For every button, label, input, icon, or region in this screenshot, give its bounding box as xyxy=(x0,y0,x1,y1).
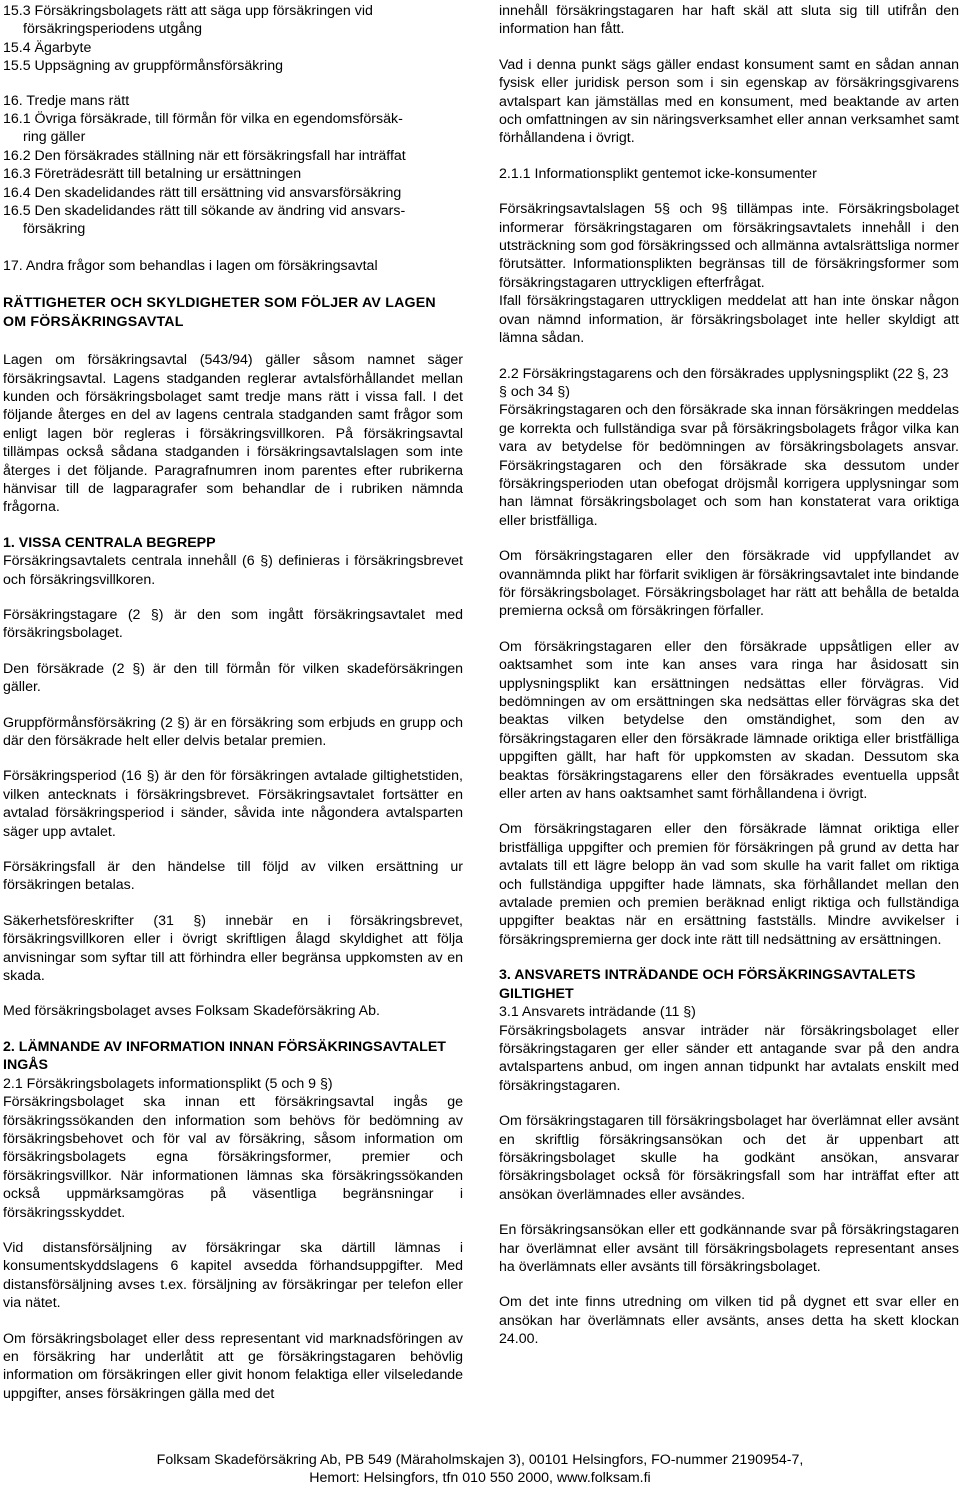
paragraph: Säkerhetsföreskrifter (31 §) innebär en i försäkringsbrevet, försäkringsvillkoren eller i övrigt skriftligen ålagd skyldighet att följa anvisningar som syftar till att förhindra eller begränsa uppkomsten av en skada. xyxy=(3,912,463,985)
paragraph: Försäkringsavtalets centrala innehåll (6 §) definieras i försäkringsbrevet och försäkringsvillkoren. xyxy=(3,553,463,588)
toc-text: 16.5 Den skadelidandes rätt till sökande av ändring vid ansvars- xyxy=(3,203,406,220)
paragraph: Den försäkrade (2 §) är den till förmån för vilken skadeförsäkringen gäller. xyxy=(3,660,463,696)
paragraph: Om försäkringstagaren eller den försäkrade lämnat oriktiga eller bristfälliga uppgifter och premien för försäkringen på grund av detta har avtalats till ett lägre belopp än vad som skulle ha varit fallet om riktiga och fullständiga uppgifter hade lämnats, ska förhållandet mellan den avtalade premien och premien beräknad enligt riktiga och fullständiga uppgifter beaktas när en ersättning fastställs. Mindre avvikelser i försäkringspremierna ger dock inte rätt till nedsättning av ersättningen. xyxy=(499,821,959,948)
paragraph: Försäkringsfall är den händelse till följd av vilken ersättning ur försäkringen betalas. xyxy=(3,859,463,894)
paragraph: Försäkringsperiod (16 §) är den för försäkringen avtalade giltighetstiden, vilken antecknats i försäkringsbrevet. Försäkringsavtalet fortsätter en avtalad försäkringsperiod i sänder, såvida inte någondera avtalsparten säger upp avtalet. xyxy=(3,768,463,840)
paragraph: Om försäkringstagaren till försäkringsbolaget har överlämnat eller avsänt en skriftlig försäkringsansökan och det är uppenbart att försäkringsbolaget skulle ha godkänt ansökan, ansvarar försäkringsbolaget också för försäkringsfall som har inträffat efter att ansökan överlämnades eller avsändes. xyxy=(499,1113,959,1203)
toc-text: 16.1 Övriga försäkrade, till förmån för vilka en egendomsförsäk- xyxy=(3,111,403,128)
toc-item: 16.2 Den försäkrades ställning när ett försäkringsfall har inträffat xyxy=(3,147,406,164)
section-2-2-heading: 2.2 Försäkringstagarens och den försäkrades upplysningsplikt (22 §, 23 § och 34 §) xyxy=(499,365,949,400)
section-2-1-1-heading: 2.1.1 Informationsplikt gentemot icke-konsumenter xyxy=(499,165,817,182)
toc-item: 16.4 Den skadelidandes rätt till ersättning vid ansvarsförsäkring xyxy=(3,184,402,201)
footer-line: Hemort: Helsingfors, tfn 010 550 2000, www.folksam.fi xyxy=(309,1470,651,1487)
toc-item: 17. Andra frågor som behandlas i lagen om försäkringsavtal xyxy=(3,257,378,274)
paragraph: Försäkringsbolaget ska innan ett försäkringsavtal ingås ge försäkringssökanden den information som behövs för bedömning av försäkringsbehovet och för val av försäkring, såsom information om försäkringsbolagets egna försäkringsformer, premier och försäkringsvillkor. När informationen lämnas ska försäkringssökanden också uppmärksamgöras på väsentliga begränsningar i försäkringsskyddet. xyxy=(3,1094,463,1221)
right-column xyxy=(499,2,959,1366)
toc-item xyxy=(3,110,463,147)
page-footer xyxy=(0,1451,960,1488)
paragraph: Med försäkringsbolaget avses Folksam Skadeförsäkring Ab. xyxy=(3,1003,380,1020)
section-1-heading: 1. VISSA CENTRALA BEGREPP xyxy=(3,534,216,551)
paragraph: Vad i denna punkt sägs gäller endast konsument samt en sådan annan fysisk eller juridisk person som i sin egenskap av försäkringsgivarens avtalspart kan jämställas med en konsument, med beaktande av arten och omfattningen av sin näringsverksamhet eller annan verksamhet samt förhållandena i övrigt. xyxy=(499,56,959,147)
toc-item: 16. Tredje mans rätt xyxy=(3,92,130,109)
toc-text: försäkringsperiodens utgång xyxy=(23,21,203,38)
toc-item xyxy=(3,2,463,39)
toc-text: ring gäller xyxy=(23,129,86,146)
paragraph: En försäkringsansökan eller ett godkännande svar på försäkringstagaren har överlämnat eller avsänt till försäkringsbolagets representant anses ha överlämnats eller avsänts till försäkringsbolaget. xyxy=(499,1222,959,1275)
toc-item: 16.3 Företrädesrätt till betalning ur ersättningen xyxy=(3,166,302,183)
section-2-heading: 2. LÄMNANDE AV INFORMATION INNAN FÖRSÄKRINGSAVTALET INGÅS xyxy=(3,1038,446,1074)
section-3-1-heading: 3.1 Ansvarets inträdande (11 §) xyxy=(499,1004,696,1021)
toc-text: försäkring xyxy=(23,221,86,238)
paragraph: Försäkringsavtalslagen 5§ och 9§ tillämpas inte. Försäkringsbolaget informerar försäkringstagaren om försäkringsavtalets innehåll i den utsträckning som god försäkringssed och allmänna avtalsrättsliga normer förutsätter. Informationsplikten begränsas till de försäkringsformer som försäkringstagaren uttryckligen efterfrågat. xyxy=(499,201,959,291)
paragraph: Om försäkringsbolaget eller dess representant vid marknadsföringen av en försäkring har underlåtit att ge försäkringstagaren behövlig information om försäkringen eller givit honom felaktiga eller vilseledande uppgifter, anses försäkringen gälla med det xyxy=(3,1330,463,1402)
paragraph: innehåll försäkringstagaren har haft skäl att sluta sig till utifrån den information han fått. xyxy=(499,3,959,38)
toc-text: 15.3 Försäkringsbolagets rätt att säga upp försäkringen vid xyxy=(3,3,373,19)
footer-line: Folksam Skadeförsäkring Ab, PB 549 (Märaholmskajen 3), 00101 Helsingfors, FO-nummer 2190954-7, xyxy=(156,1452,804,1468)
paragraph: Gruppförmånsförsäkring (2 §) är en försäkring som erbjuds en grupp och där den försäkrade helt eller delvis betalar premien. xyxy=(3,714,463,749)
table-of-contents xyxy=(3,2,463,275)
paragraph: Vid distansförsäljning av försäkringar ska därtill lämnas i konsumentskyddslagens 6 kapitel avsedda förhandsuppgifter. Med distansförsäljning avses t.ex. försäljning av försäkringar per telefon eller via nätet. xyxy=(3,1239,463,1312)
paragraph: Ifall försäkringstagaren uttryckligen meddelat att han inte önskar någon ovan nämnd information, är försäkringsbolaget inte heller skyldigt att lämna sådan. xyxy=(499,293,959,347)
toc-item: 15.5 Uppsägning av gruppförmånsförsäkring xyxy=(3,58,283,75)
paragraph: Försäkringstagaren och den försäkrade ska innan försäkringen meddelas ge korrekta och fullständiga svar på försäkringsbolagets frågor vilka kan vara av betydelse för bedömningen av försäkringsbolagets ansvar. Försäkringstagaren och den försäkrade ska dessutom under försäkringsperioden utan obefogat dröjsmål korrigera upplysningar som han lämnat försäkringsbolaget och som han konstaterat vara oriktiga eller bristfälliga. xyxy=(499,402,959,529)
paragraph: Om försäkringstagaren eller den försäkrade uppsåtligen eller av oaktsamhet som inte kan anses vara ringa har åsidosatt sin upplysningsplikt kan ersättningen nedsättas eller förvägras. Vid bedömningen av om ersättningen ska nedsättas eller förvägras ska det beaktas vilken betydelse den omständighet, som den av försäkringstagaren eller den försäkrade lämnade oriktiga eller bristfälliga uppgiften gällt, har haft för uppkomsten av skadan. Dessutom ska beaktas försäkringstagarens eller den försäkrades eventuella uppsåt eller arten av hans oaktsamhet samt förhållandena i övrigt. xyxy=(499,638,959,803)
toc-item: 15.4 Ägarbyte xyxy=(3,39,92,56)
intro-paragraph: Lagen om försäkringsavtal (543/94) gäller såsom namnet säger försäkringsavtal. Lagens stadganden reglerar avtalsförhållandet mellan kunden och försäkringsbolaget samt tredje mans rätt i vissa fall. I det följande återges en del av lagens centrala stadganden samt frågor som enligt lagen bör regleras i försäkringsvillkoren. På försäkringsavtal tillämpas också sådana stadganden i försäkringsavtalslagen som inte återges i det följande. Paragrafnumren inom parentes efter rubrikerna hänvisar till de lagparagrafer som behandlar de i rubriken nämnda frågorna. xyxy=(3,352,463,516)
section-3-heading: 3. ANSVARETS INTRÄDANDE OCH FÖRSÄKRINGSAVTALETS GILTIGHET xyxy=(499,967,916,1002)
paragraph: Försäkringstagare (2 §) är den som ingått försäkringsavtalet med försäkringsbolaget. xyxy=(3,606,463,642)
main-heading: RÄTTIGHETER OCH SKYLDIGHETER SOM FÖLJER AV LAGEN OM FÖRSÄKRINGSAVTAL xyxy=(3,295,436,330)
paragraph: Försäkringsbolagets ansvar inträder när försäkringsbolaget eller försäkringstagaren ger eller sänder ett antagande svar på den andra avtalspartens anbud, om ingen annan tidpunkt har avtalats enskilt med försäkringstagaren. xyxy=(499,1022,959,1094)
paragraph: Om försäkringstagaren eller den försäkrade vid uppfyllandet av ovannämnda plikt har förfarit svikligen är försäkringsavtalet inte bindande för försäkringsbolaget. Försäkringsbolaget har rätt att behålla de betalda premierna också om försäkringen förfaller. xyxy=(499,548,959,620)
left-column xyxy=(3,2,463,1403)
section-2-1-heading: 2.1 Försäkringsbolagets informationsplikt (5 och 9 §) xyxy=(3,1075,333,1092)
paragraph: Om det inte finns utredning om vilken tid på dygnet ett svar eller en ansökan har överlämnats eller avsänts, anses detta ha skett klockan 24.00. xyxy=(499,1294,959,1348)
toc-item xyxy=(3,202,463,239)
